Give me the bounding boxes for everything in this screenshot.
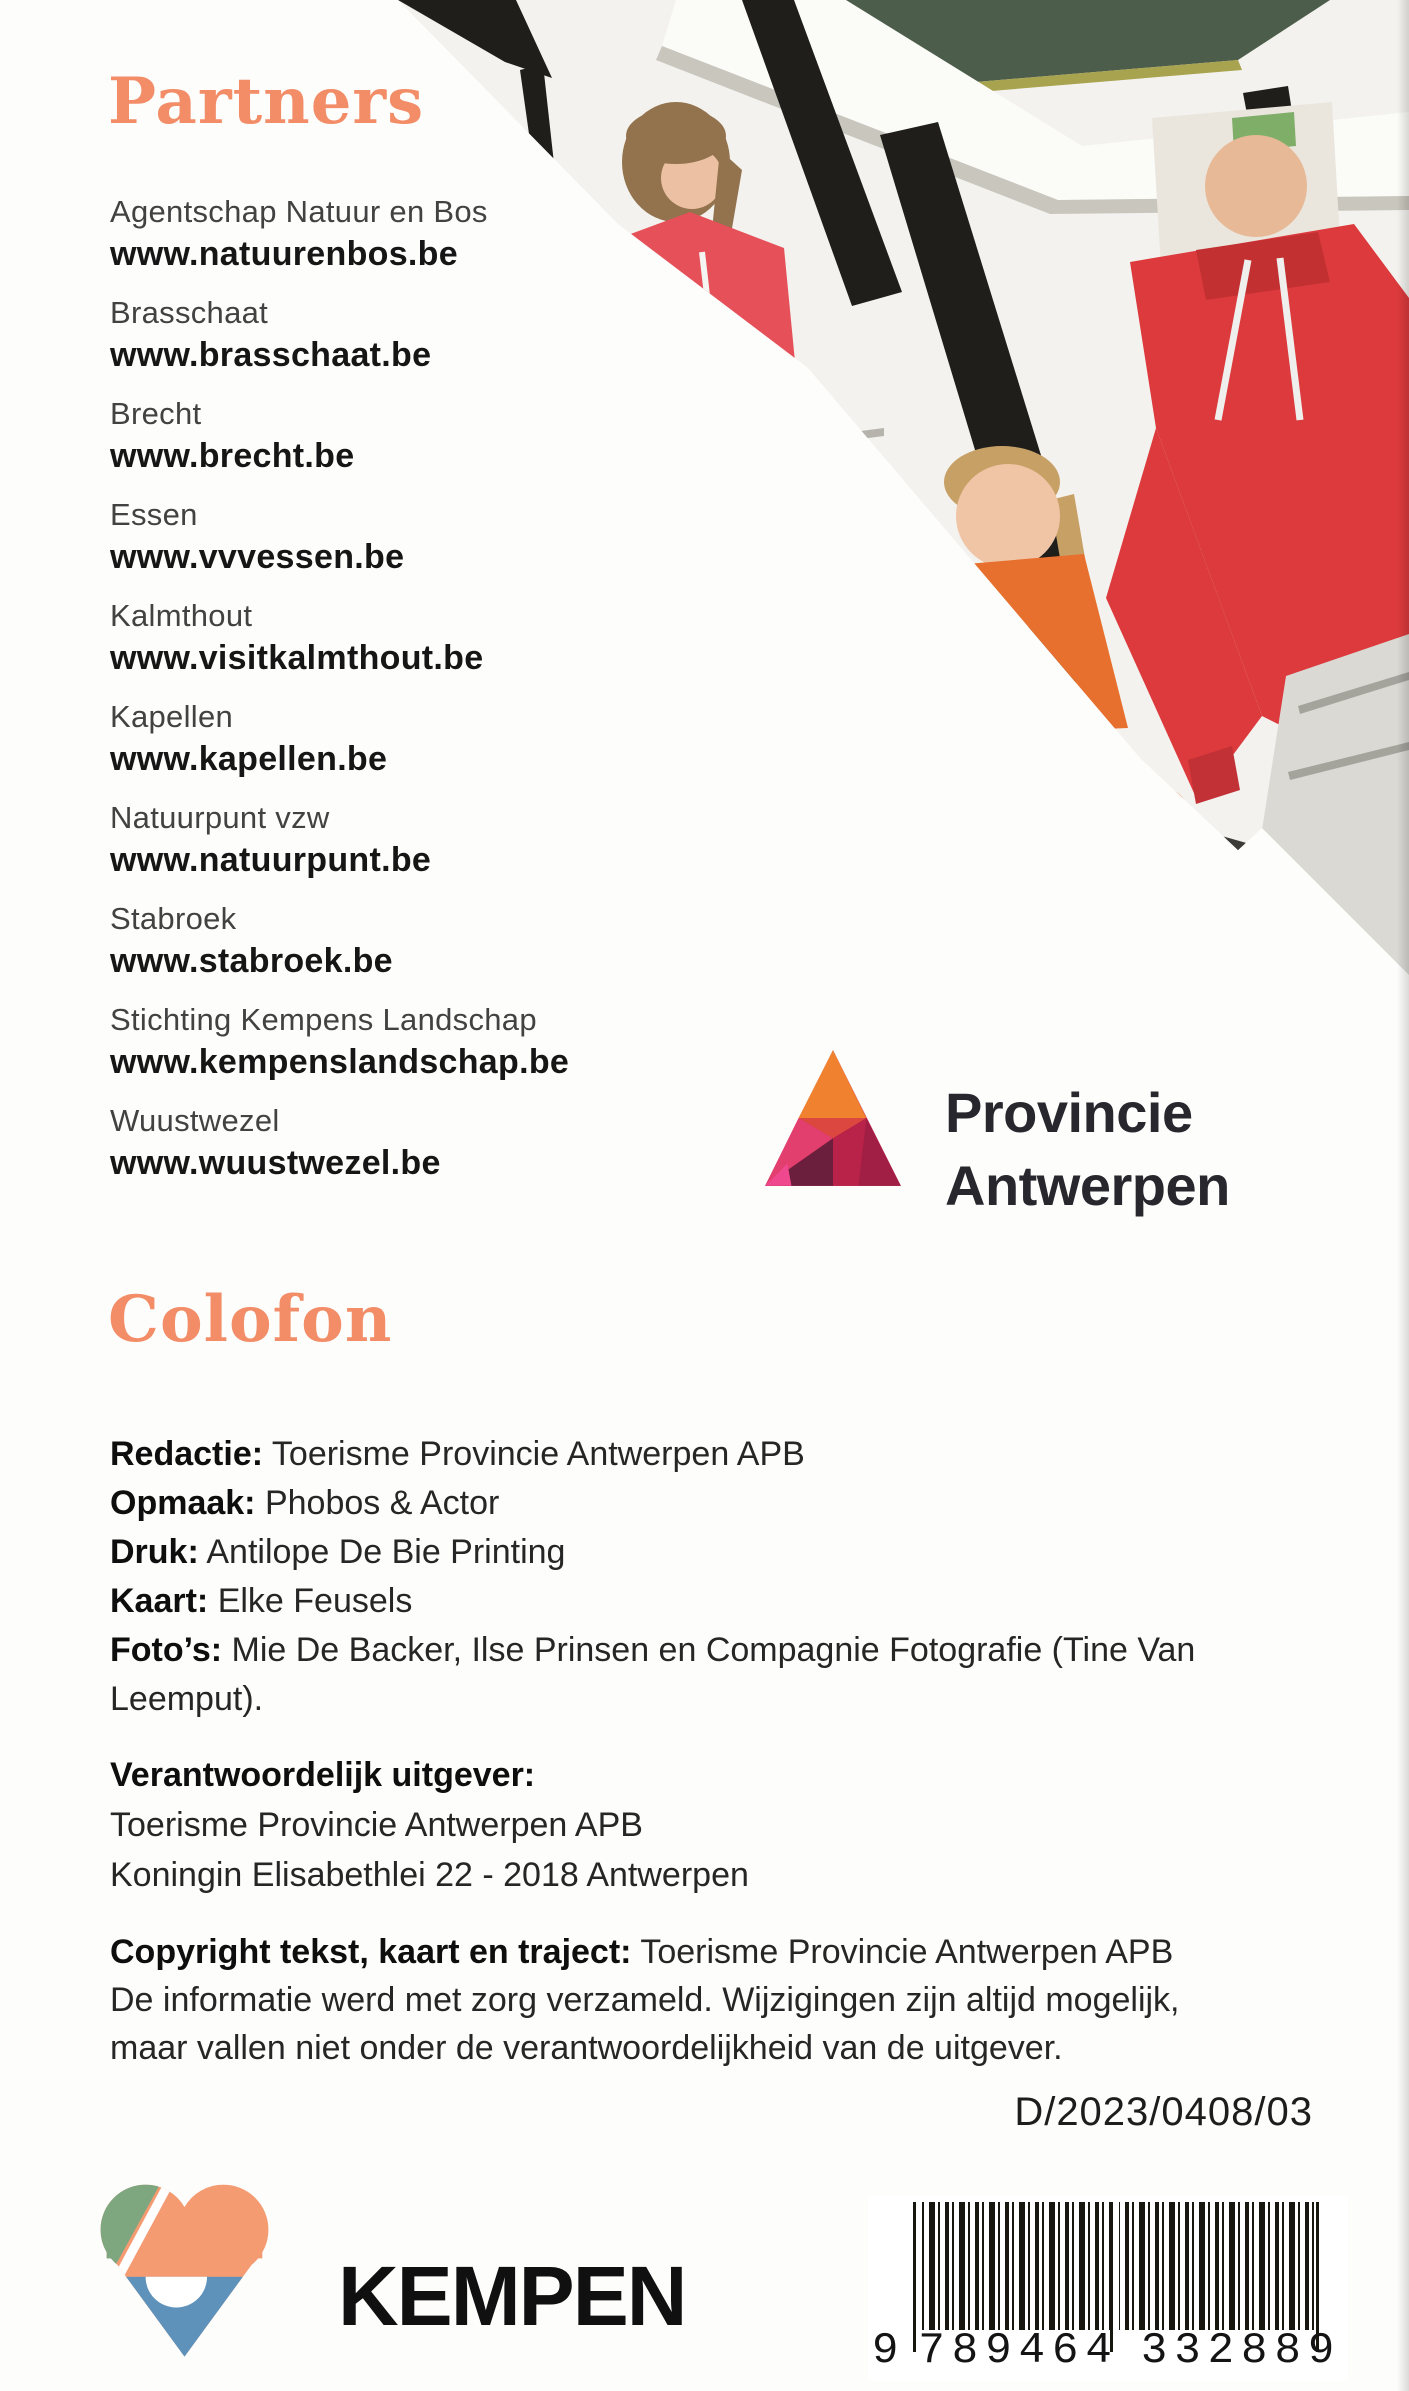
partner-name: Kalmthout <box>110 598 253 633</box>
partner-item <box>110 495 670 596</box>
colofon-label: Foto’s: <box>110 1631 223 1669</box>
partner-name: Agentschap Natuur en Bos <box>110 194 488 229</box>
copyright-line3: maar vallen niet onder de verantwoordelijkheid van de uitgever. <box>110 2029 1063 2067</box>
partner-name: Essen <box>110 497 198 532</box>
partner-name: Stabroek <box>110 901 237 936</box>
barcode-digit-left: 9 <box>872 2326 899 2376</box>
partner-item <box>110 394 670 495</box>
province-logo-line2: Antwerpen <box>945 1154 1230 1217</box>
partners-heading: Partners <box>108 64 425 139</box>
partner-item <box>110 899 670 1000</box>
colofon-value: Antilope De Bie Printing <box>206 1533 566 1571</box>
partner-url: www.natuurenbos.be <box>110 235 458 273</box>
partner-item <box>110 697 670 798</box>
colofon-value: Phobos & Actor <box>264 1484 500 1522</box>
partner-url: www.brecht.be <box>110 437 355 475</box>
colofon-label: Opmaak: <box>110 1484 256 1522</box>
partner-url: www.vvvessen.be <box>110 538 405 576</box>
colofon-row <box>110 1577 1270 1626</box>
copyright-value: Toerisme Provincie Antwerpen APB <box>640 1933 1174 1971</box>
publisher-line2: Koningin Elisabethlei 22 - 2018 Antwerpen <box>110 1856 749 1894</box>
partner-item <box>110 798 670 899</box>
partner-name: Stichting Kempens Landschap <box>110 1002 537 1037</box>
publisher-label: Verantwoordelijk uitgever: <box>110 1756 536 1794</box>
depot-number: D/2023/0408/03 <box>1014 2090 1313 2134</box>
partner-url: www.kempenslandschap.be <box>110 1043 570 1081</box>
partner-url: www.kapellen.be <box>110 740 388 778</box>
partner-url: www.stabroek.be <box>110 942 393 980</box>
province-triangle-icon <box>757 1042 909 1194</box>
colofon-row <box>110 1626 1270 1724</box>
colofon-label: Druk: <box>110 1533 199 1571</box>
kempen-logo-text: KEMPEN <box>338 2249 686 2343</box>
colofon-row <box>110 1430 1270 1479</box>
partner-url: www.brasschaat.be <box>110 336 432 374</box>
colofon-block <box>110 1430 1270 1724</box>
province-logo-line1: Provincie <box>945 1081 1193 1144</box>
province-logo-text <box>945 1076 1230 1222</box>
partner-item <box>110 596 670 697</box>
provincie-antwerpen-logo <box>757 1042 1357 1217</box>
publisher-block <box>110 1750 1270 1900</box>
colofon-value: Elke Feusels <box>217 1582 413 1620</box>
colofon-value: Mie De Backer, Ilse Prinsen en Compagnie Fotografie (Tine Van Leemput). <box>110 1631 1196 1718</box>
colofon-row <box>110 1479 1270 1528</box>
colofon-value: Toerisme Provincie Antwerpen APB <box>271 1435 805 1473</box>
partner-url: www.visitkalmthout.be <box>110 639 484 677</box>
partner-item <box>110 192 670 293</box>
colofon-label: Redactie: <box>110 1435 264 1473</box>
partner-name: Kapellen <box>110 699 234 734</box>
copyright-line2: De informatie werd met zorg verzameld. Wijzigingen zijn altijd mogelijk, <box>110 1981 1180 2019</box>
barcode <box>868 2196 1348 2381</box>
copyright-label: Copyright tekst, kaart en traject: <box>110 1933 632 1971</box>
partners-list <box>110 192 670 1202</box>
barcode-digits-group1: 789464 <box>918 2326 1119 2376</box>
kempen-heart-icon <box>82 2156 287 2371</box>
colofon-row <box>110 1528 1270 1577</box>
partner-item <box>110 293 670 394</box>
colofon-label: Kaart: <box>110 1582 209 1620</box>
partner-name: Wuustwezel <box>110 1103 280 1138</box>
partner-item <box>110 1000 670 1101</box>
colofon-heading: Colofon <box>108 1282 393 1357</box>
barcode-digits <box>872 2326 1342 2376</box>
scan-edge-shadow <box>1397 0 1409 2391</box>
barcode-digits-group2: 332889 <box>1140 2326 1342 2376</box>
partner-name: Brecht <box>110 396 202 431</box>
partner-item <box>110 1101 670 1202</box>
partner-name: Brasschaat <box>110 295 269 330</box>
copyright-block <box>110 1928 1330 2072</box>
copyright-line1 <box>110 1928 1330 1976</box>
partner-url: www.wuustwezel.be <box>110 1144 441 1182</box>
publisher-line1: Toerisme Provincie Antwerpen APB <box>110 1806 643 1844</box>
partner-name: Natuurpunt vzw <box>110 800 330 835</box>
partner-url: www.natuurpunt.be <box>110 841 432 879</box>
